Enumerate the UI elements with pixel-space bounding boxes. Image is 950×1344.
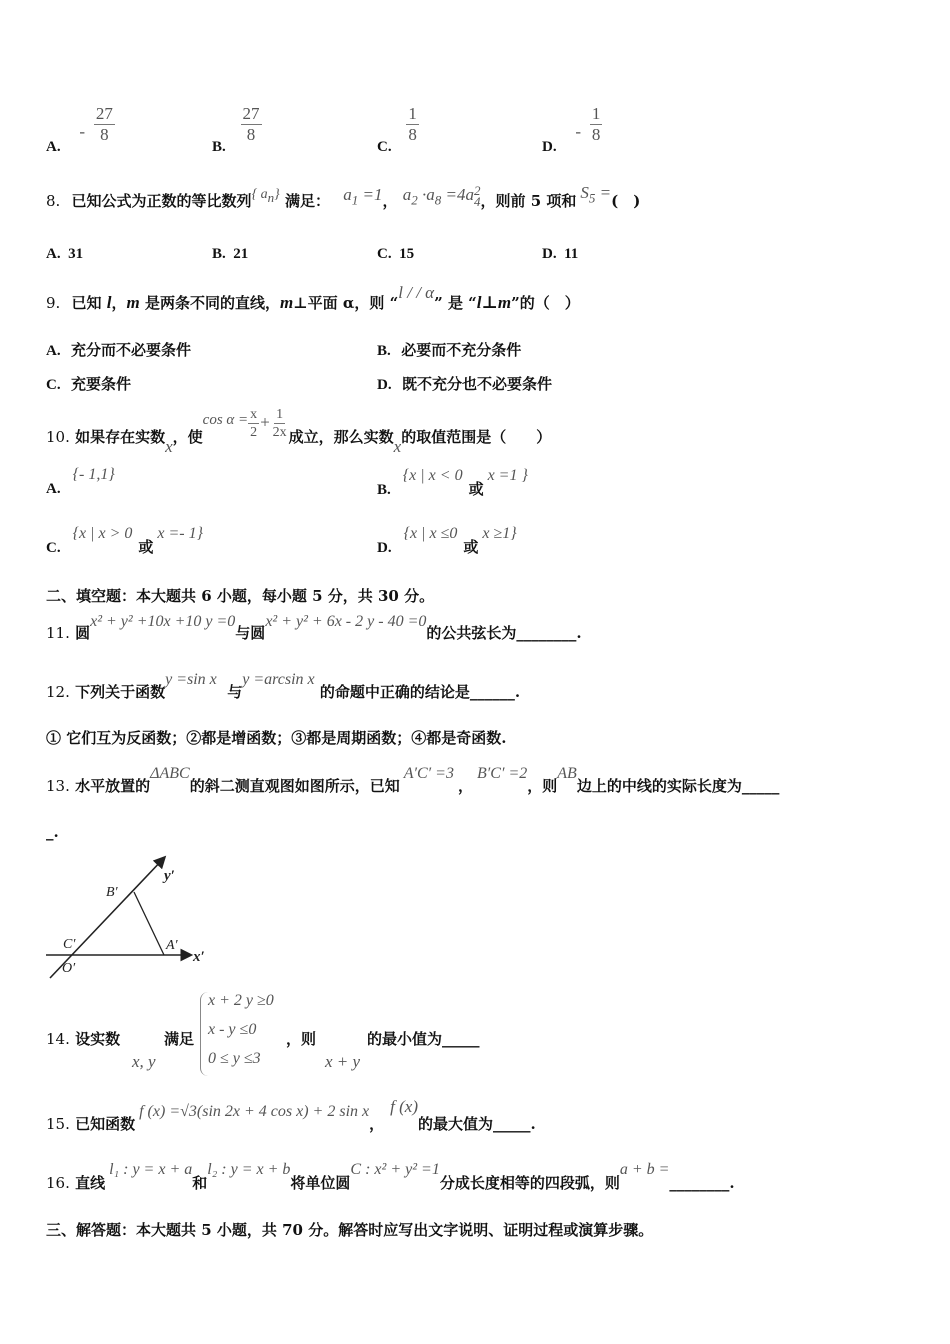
question-13: [46, 762, 780, 795]
question-15: [46, 1097, 536, 1133]
section-2-heading: 二、填空题：本大题共 6 小题，每小题 5 分，共 30 分。: [46, 587, 435, 605]
var-l: l: [106, 293, 112, 312]
q14-text-satisfy: 满足: [164, 1030, 195, 1048]
s5-sub: 5: [588, 190, 596, 206]
option-letter: B.: [377, 482, 391, 498]
option-text: 充分而不必要条件: [71, 341, 192, 359]
question-text: 与圆: [235, 624, 266, 642]
q14-number: [46, 1028, 120, 1049]
comma: ，: [457, 777, 473, 795]
segment-ab: AB: [557, 765, 577, 782]
question-text: 的斜二测直观图如图所示，已知: [189, 777, 400, 795]
label-o: O′: [62, 961, 76, 976]
parallel-formula: l / / α: [398, 283, 435, 302]
question-text: ，: [111, 294, 127, 312]
sequence-notation: [251, 187, 280, 205]
q10-option-d: [377, 522, 517, 556]
question-number: 14.: [46, 1030, 70, 1048]
function-arcsin: y =arcsin x: [242, 671, 315, 688]
f-of-x: f (x): [390, 1097, 418, 1116]
or-word: 或: [468, 480, 484, 498]
answer-blank: ________.: [669, 1174, 735, 1192]
function-f: f (x) =√3(sin 2x + 4 cos x) + 2 sin x: [139, 1103, 370, 1120]
length-bc: B′C′ =2: [477, 765, 528, 782]
q7-option-d: [542, 104, 602, 155]
question-text: ，则前 5 项和: [480, 192, 577, 210]
q13-continuation: _.: [46, 823, 59, 841]
option-set: {x | x > 0: [72, 525, 133, 542]
numerator: 1: [591, 104, 601, 123]
var-x-2: x: [393, 436, 402, 456]
line-l1: l₁ : y = x + a: [109, 1161, 193, 1178]
label-c: C′: [63, 937, 76, 952]
question-text: 的公共弦长为________.: [426, 624, 582, 642]
denominator: 8: [591, 125, 601, 144]
option-extra: x ≥1}: [482, 525, 517, 542]
q7-option-c: [377, 104, 419, 155]
option-letter: D.: [377, 377, 392, 393]
option-letter: C.: [46, 377, 61, 393]
q10-option-a: [46, 464, 115, 497]
option-letter: C.: [377, 138, 392, 155]
question-11: [46, 610, 582, 642]
oblique-projection-figure: [40, 850, 220, 985]
q10-option-b: [377, 464, 528, 498]
q14-constraint-2: x - y ≤0: [208, 1021, 257, 1038]
option-letter: B.: [212, 246, 226, 262]
plus: +: [259, 412, 271, 432]
question-text: 已知函数: [75, 1115, 136, 1133]
question-text: ，则: [527, 777, 558, 795]
s5-eq: =: [595, 183, 612, 202]
a1-eq: =1: [358, 185, 383, 204]
option-letter: B.: [212, 138, 226, 155]
question-text: 边上的中线的实际长度为_____: [576, 777, 780, 795]
question-number: 12.: [46, 683, 70, 701]
q9-option-b: [377, 339, 521, 360]
q14-text-min: 的最小值为_____: [367, 1030, 480, 1048]
q9-option-a: [46, 339, 191, 360]
q8-option-c: [377, 246, 414, 263]
answer-paren: ( ): [611, 192, 641, 210]
q10-option-c: [46, 522, 204, 556]
denominator: 2: [250, 425, 258, 440]
option-letter: C.: [46, 540, 61, 556]
a8-sub: 8: [434, 192, 442, 208]
label-y-axis: y′: [164, 868, 175, 884]
or-word: 或: [138, 538, 154, 556]
question-text: 是两条不同的直线，: [139, 294, 280, 312]
a2: a: [402, 185, 412, 204]
sign: -: [575, 121, 582, 141]
option-value: 21: [233, 246, 249, 262]
numerator: 27: [242, 104, 260, 123]
a-plus-b: a + b =: [619, 1161, 670, 1178]
question-text: 圆: [75, 624, 91, 642]
section-3-heading: 三、解答题：本大题共 5 小题，共 70 分。解答时应写出文字说明、证明过程或演算步骤。: [46, 1221, 654, 1239]
question-number: 13.: [46, 777, 70, 795]
question-text: 下列关于函数: [75, 683, 166, 701]
question-number: 11.: [46, 624, 70, 642]
option-letter: B.: [377, 343, 391, 359]
circle-equation-2: x² + y² + 6x - 2 y - 40 =0: [265, 613, 427, 630]
question-text: 直线: [75, 1174, 106, 1192]
label-b: B′: [106, 885, 118, 900]
var-m: m: [126, 293, 140, 312]
question-number: 15.: [46, 1115, 70, 1133]
denominator: 8: [100, 125, 109, 144]
question-text: 与: [227, 683, 243, 701]
option-text: 既不充分也不必要条件: [402, 375, 553, 393]
question-number: 8.: [46, 192, 61, 210]
function-sin: y =sin x: [165, 671, 217, 688]
condition-a2a8: [402, 183, 481, 210]
comma: ，: [369, 1115, 385, 1133]
option-extra: x =1 }: [487, 467, 528, 484]
label-a: A′: [166, 938, 178, 953]
numerator: 1: [276, 407, 284, 422]
question-text: ⊥平面 α，则 “: [293, 294, 399, 312]
label-x-axis: x′: [193, 949, 205, 965]
question-10: [46, 406, 552, 456]
question-text: 成立，那么实数: [288, 427, 394, 446]
segment-b-a: [134, 892, 164, 955]
denominator: 8: [246, 125, 256, 144]
var-m-2: m: [280, 293, 294, 312]
option-set: {x | x ≤0: [403, 525, 458, 542]
q14-constraint-1: x + 2 y ≥0: [208, 992, 274, 1009]
q7-option-a: [46, 104, 115, 155]
question-text: 满足：: [285, 192, 331, 210]
question-text: 的命题中正确的结论是______.: [319, 683, 521, 701]
option-letter: D.: [542, 246, 557, 262]
option-set: {- 1,1}: [72, 466, 115, 483]
question-text: 和: [192, 1174, 208, 1192]
question-9: [46, 283, 580, 313]
a8: ·a: [417, 185, 435, 204]
option-text: 必要而不充分条件: [401, 341, 522, 359]
option-extra: x =- 1}: [157, 525, 204, 542]
q12-statements: ① 它们互为反函数；②都是增函数；③都是周期函数；④都是奇函数.: [46, 729, 507, 747]
q8-option-a: [46, 246, 83, 263]
a2-sub: 2: [411, 192, 418, 208]
option-value: 11: [564, 246, 579, 262]
unit-circle: C : x² + y² =1: [350, 1161, 440, 1178]
line-l2: l₂ : y = x + b: [207, 1161, 291, 1178]
fraction: [241, 104, 262, 145]
circle-equation-1: x² + y² +10x +10 y =0: [90, 613, 236, 630]
q9-option-d: [377, 373, 552, 394]
fraction: [94, 104, 115, 145]
option-letter: D.: [542, 138, 557, 155]
s: S: [580, 183, 589, 202]
fraction: [406, 104, 419, 145]
fraction-1-2x: [271, 406, 289, 441]
fraction: [590, 104, 603, 145]
q14-constraint-3: 0 ≤ y ≤3: [208, 1050, 261, 1067]
question-12: [46, 668, 521, 701]
denominator: 8: [408, 125, 417, 144]
question-8: [46, 183, 641, 214]
question-number: 9.: [46, 294, 61, 312]
sign: -: [79, 121, 86, 141]
option-letter: A.: [46, 343, 61, 359]
question-text: 的取值范围是（ ）: [401, 427, 552, 446]
question-number: 10.: [46, 427, 70, 446]
option-value: 15: [399, 246, 415, 262]
q8-option-d: [542, 246, 578, 263]
numerator: x: [250, 407, 258, 422]
a1: a: [343, 185, 352, 204]
s5: [580, 183, 612, 206]
question-text: 如果存在实数: [75, 427, 166, 446]
perp-formula: l⊥m: [476, 293, 512, 312]
denominator: 2x: [272, 425, 287, 440]
numerator: 1: [408, 104, 417, 123]
question-text: 水平放置的: [75, 777, 151, 795]
numerator: 27: [95, 104, 113, 123]
cos-alpha: cos α =: [202, 411, 249, 428]
q7-option-b: [212, 104, 262, 155]
a1-sub: 1: [351, 192, 359, 208]
option-letter: A.: [46, 138, 61, 155]
option-value: 31: [68, 246, 84, 262]
comma: ，: [382, 192, 398, 210]
eq-4a: =4a: [441, 185, 474, 204]
sub: 4: [473, 194, 481, 210]
question-text: ” 是 “: [434, 294, 477, 312]
seq-close: }: [274, 187, 280, 202]
question-text: 的最大值为_____.: [417, 1115, 536, 1133]
or-word: 或: [463, 538, 479, 556]
question-text: 将单位圆: [290, 1174, 351, 1192]
option-letter: D.: [377, 540, 392, 556]
var-x: x: [165, 436, 173, 456]
option-text: 充要条件: [71, 375, 132, 393]
condition-a1: [343, 185, 383, 208]
option-set: {x | x < 0: [402, 467, 463, 484]
sup: 2: [473, 183, 481, 199]
question-text: ，使: [172, 427, 203, 446]
question-16: [46, 1158, 735, 1192]
q8-option-b: [212, 246, 248, 263]
q9-option-c: [46, 373, 131, 394]
question-text: 设实数: [75, 1030, 121, 1048]
q14-vars: x, y: [132, 1052, 156, 1071]
length-ac: A′C′ =3: [403, 765, 454, 782]
question-text: 已知公式为正数的等比数列: [71, 192, 252, 210]
seq-a: { a: [251, 187, 268, 202]
question-number: 16.: [46, 1174, 70, 1192]
q14-objective: x + y: [325, 1052, 361, 1071]
option-letter: A.: [46, 481, 61, 497]
question-text: 分成长度相等的四段弧，则: [439, 1174, 620, 1192]
question-text: ”的（ ）: [511, 294, 580, 312]
q14-text-then: ，则: [286, 1030, 317, 1048]
option-letter: A.: [46, 246, 61, 262]
seq-sub: n: [267, 189, 275, 205]
sup-sub: [473, 183, 481, 210]
option-letter: C.: [377, 246, 392, 262]
question-text: 已知: [71, 294, 107, 312]
triangle-abc: ΔABC: [150, 765, 190, 782]
fraction-x-2: [248, 406, 259, 441]
